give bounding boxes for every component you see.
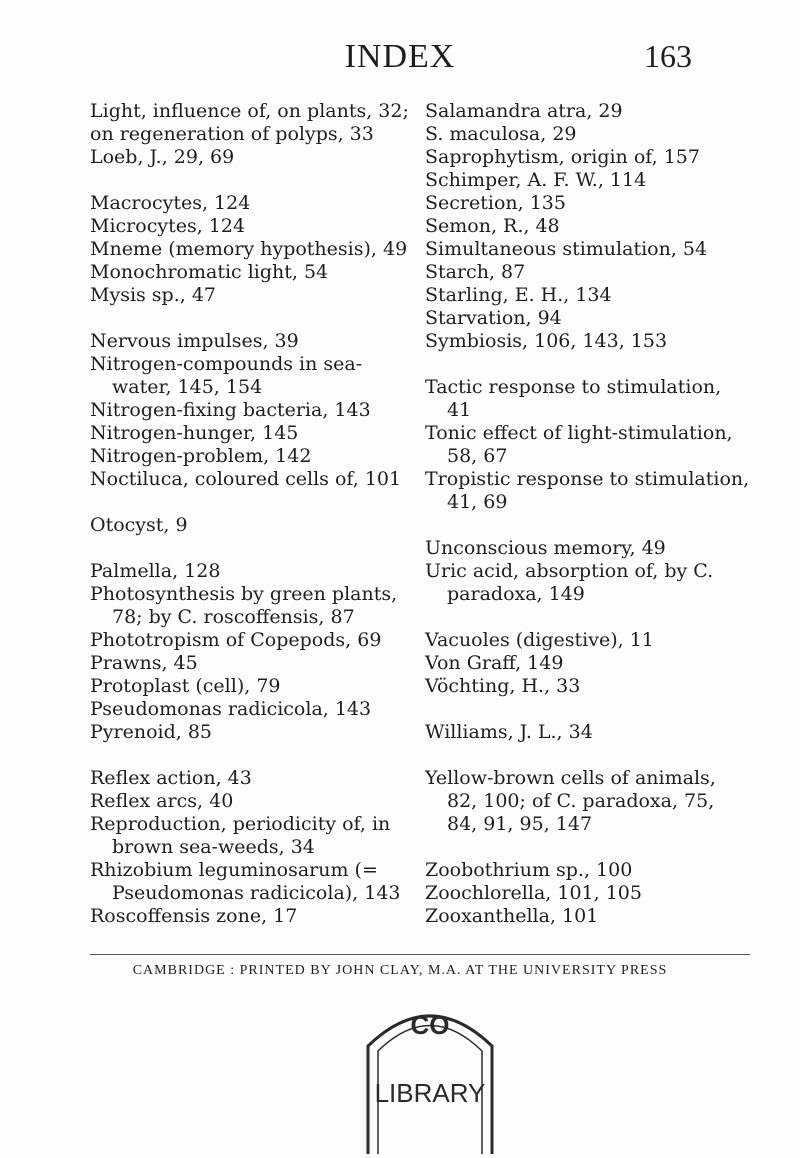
index-entry: Unconscious memory, 49 bbox=[425, 537, 666, 559]
index-entry: Mneme (memory hypothesis), 49 bbox=[90, 238, 408, 260]
index-entry: Pseudomonas radicicola, 143 bbox=[90, 698, 372, 720]
index-entry: Salamandra atra, 29 bbox=[425, 100, 623, 122]
index-entry: Reflex arcs, 40 bbox=[90, 790, 234, 812]
index-letter-group bbox=[90, 560, 410, 744]
index-entry: Zooxanthella, 101 bbox=[425, 905, 599, 927]
index-letter-group bbox=[425, 100, 750, 353]
stamp-label: LIBRARY bbox=[374, 1078, 486, 1108]
index-entry: Yellow-brown cells of animals, 82, 100; of C. paradoxa, 75, 84, 91, 95, 147 bbox=[425, 767, 716, 835]
index-entry: Macrocytes, 124 bbox=[90, 192, 251, 214]
index-letter-group bbox=[90, 330, 410, 491]
running-head bbox=[0, 38, 800, 78]
index-entry: Monochromatic light, 54 bbox=[90, 261, 329, 283]
index-entry: Prawns, 45 bbox=[90, 652, 198, 674]
index-entry: Williams, J. L., 34 bbox=[425, 721, 593, 743]
index-entry: Nitrogen-hunger, 145 bbox=[90, 422, 299, 444]
index-letter-group bbox=[90, 100, 410, 169]
index-entry: Photosynthesis by green plants, 78; by C. roscoffensis, 87 bbox=[90, 583, 398, 628]
index-entry: Vacuoles (digestive), 11 bbox=[425, 629, 654, 651]
index-entry: Zoobothrium sp., 100 bbox=[425, 859, 633, 881]
index-entry: S. maculosa, 29 bbox=[425, 123, 577, 145]
index-entry: Loeb, J., 29, 69 bbox=[90, 146, 235, 168]
index-entry: Tropistic response to stimulation, 41, 69 bbox=[425, 468, 750, 513]
page-title: INDEX bbox=[344, 38, 456, 75]
index-entry: Von Graff, 149 bbox=[425, 652, 564, 674]
index-letter-group bbox=[425, 376, 750, 514]
index-entry: Reproduction, periodicity of, in brown sea-weeds, 34 bbox=[90, 813, 391, 858]
page-number: 163 bbox=[644, 38, 692, 74]
index-column-left bbox=[90, 100, 410, 951]
index-letter-group bbox=[425, 721, 750, 744]
printer-imprint: CAMBRIDGE : PRINTED BY JOHN CLAY, M.A. AT THE UNIVERSITY PRESS bbox=[132, 963, 668, 978]
index-entry: Mysis sp., 47 bbox=[90, 284, 217, 306]
index-entry: Protoplast (cell), 79 bbox=[90, 675, 281, 697]
index-entry: Vöchting, H., 33 bbox=[425, 675, 581, 697]
stamp-top-text: CO bbox=[410, 1010, 450, 1040]
index-entry: Symbiosis, 106, 143, 153 bbox=[425, 330, 668, 352]
index-letter-group bbox=[90, 767, 410, 928]
index-letter-group bbox=[90, 192, 410, 307]
index-entry: Reflex action, 43 bbox=[90, 767, 252, 789]
index-entry: Nervous impulses, 39 bbox=[90, 330, 299, 352]
index-entry: Nitrogen-fixing bacteria, 143 bbox=[90, 399, 371, 421]
index-entry: Palmella, 128 bbox=[90, 560, 221, 582]
index-letter-group bbox=[425, 767, 750, 836]
index-entry: on regeneration of polyps, 33 bbox=[90, 123, 374, 145]
index-entry: Schimper, A. F. W., 114 bbox=[425, 169, 647, 191]
footer-rule bbox=[90, 954, 750, 955]
index-entry: Microcytes, 124 bbox=[90, 215, 246, 237]
index-entry: Roscoffensis zone, 17 bbox=[90, 905, 298, 927]
index-entry: Zoochlorella, 101, 105 bbox=[425, 882, 642, 904]
library-stamp-icon bbox=[330, 976, 530, 1158]
index-entry: Pyrenoid, 85 bbox=[90, 721, 213, 743]
index-letter-group bbox=[425, 629, 750, 698]
index-letter-group bbox=[425, 537, 750, 606]
index-entry: Starvation, 94 bbox=[425, 307, 562, 329]
index-entry: Tonic effect of light-stimulation, 58, 67 bbox=[425, 422, 733, 467]
index-entry: Noctiluca, coloured cells of, 101 bbox=[90, 468, 402, 490]
index-entry: Tactic response to stimulation, 41 bbox=[425, 376, 722, 421]
index-letter-group bbox=[425, 859, 750, 928]
index-entry: Secretion, 135 bbox=[425, 192, 566, 214]
index-entry: Phototropism of Copepods, 69 bbox=[90, 629, 382, 651]
index-entry: Semon, R., 48 bbox=[425, 215, 560, 237]
index-entry: Starch, 87 bbox=[425, 261, 526, 283]
index-entry: Nitrogen-compounds in sea-water, 145, 154 bbox=[90, 353, 363, 398]
index-entry: Rhizobium leguminosarum (= Pseudomonas radicicola), 143 bbox=[90, 859, 401, 904]
index-entry: Simultaneous stimulation, 54 bbox=[425, 238, 708, 260]
index-entry: Light, influence of, on plants, 32; bbox=[90, 100, 409, 122]
index-column-right bbox=[425, 100, 750, 951]
index-entry: Starling, E. H., 134 bbox=[425, 284, 612, 306]
index-entry: Nitrogen-problem, 142 bbox=[90, 445, 312, 467]
index-letter-group bbox=[90, 514, 410, 537]
index-entry: Uric acid, absorption of, by C. paradoxa, 149 bbox=[425, 560, 714, 605]
index-entry: Otocyst, 9 bbox=[90, 514, 188, 536]
index-entry: Saprophytism, origin of, 157 bbox=[425, 146, 700, 168]
